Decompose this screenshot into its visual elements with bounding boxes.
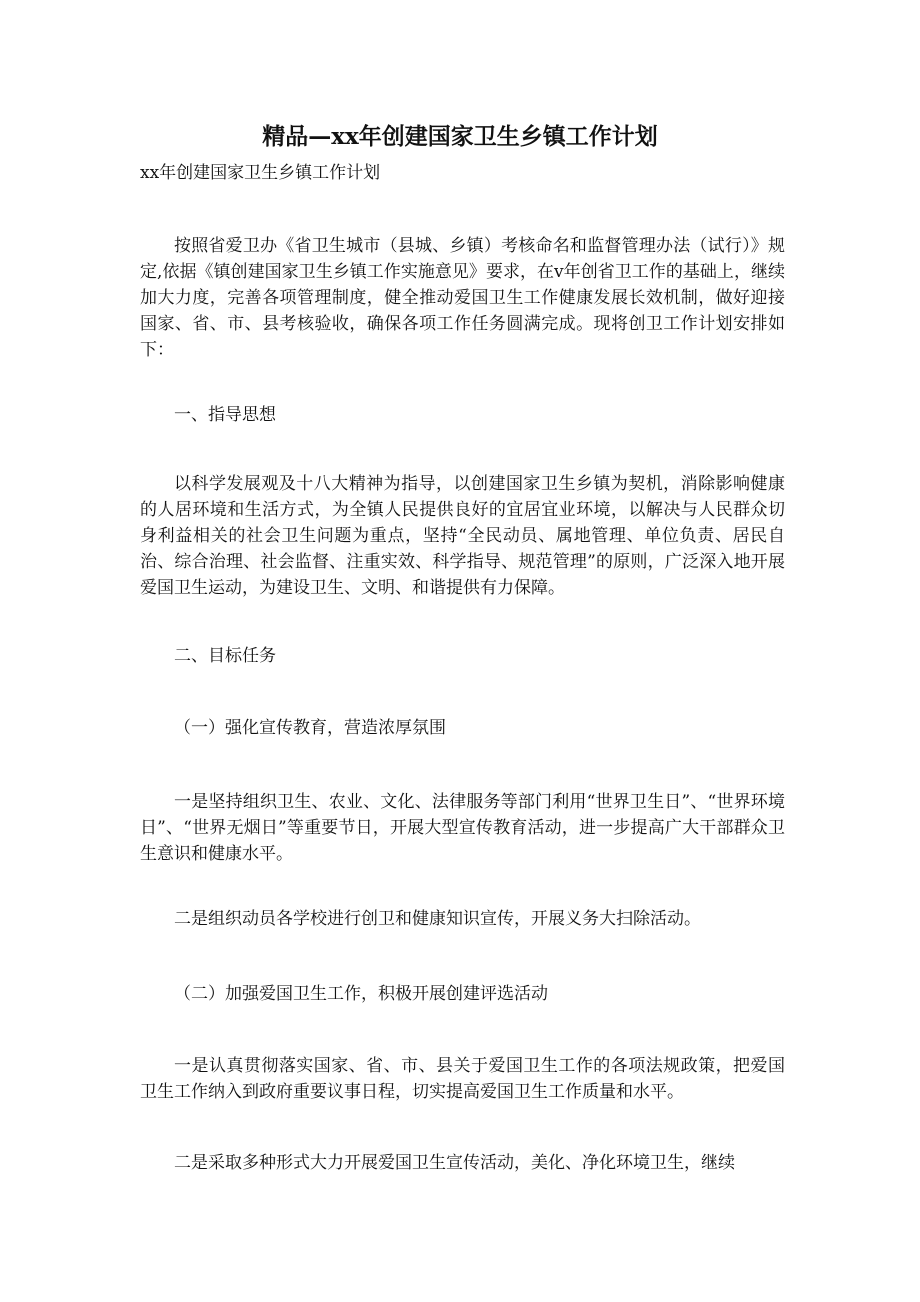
publicity-item-1: 一是坚持组织卫生、农业、文化、法律服务等部门利用“世界卫生日”、“世界环境日”、“世界无烟日”等重要节日，开展大型宣传教育活动，进一步提高广大干部群众卫生意识和健康水平。 — [140, 792, 785, 864]
document-title: 精品—xx年创建国家卫生乡镇工作计划 — [262, 123, 658, 150]
guiding-thought-paragraph: 以科学发展观及十八大精神为指导，以创建国家卫生乡镇为契机，消除影响健康的人居环境和生活方式，为全镇人民提供良好的宜居宜业环境，以解决与人民群众切身利益相关的社会卫生问题为重点，坚持“全民动员、属地管理、单位负责、居民自治、综合治理、社会监督、注重实效、科学指导、规范管理”的原则，广泛深入地开展爱国卫生运动，为建设卫生、文明、和谐提供有力保障。 — [140, 474, 785, 598]
publicity-item-2: 二是组织动员各学校进行创卫和健康知识宣传，开展义务大扫除活动。 — [174, 909, 701, 929]
patriotic-health-item-2: 二是采取多种形式大力开展爱国卫生宣传活动，美化、净化环境卫生，继续 — [174, 1153, 735, 1173]
subsection-heading-patriotic-health: （二）加强爱国卫生工作，积极开展创建评选活动 — [174, 984, 548, 1004]
section-heading-goals: 二、目标任务 — [174, 646, 276, 666]
patriotic-health-item-1: 一是认真贯彻落实国家、省、市、县关于爱国卫生工作的各项法规政策，把爱国卫生工作纳入到政府重要议事日程，切实提高爱国卫生工作质量和水平。 — [140, 1056, 785, 1102]
section-heading-guiding-thought: 一、指导思想 — [174, 405, 276, 425]
intro-paragraph: 按照省爱卫办《省卫生城市（县城、乡镇）考核命名和监督管理办法（试行）》规定,依据《镇创建国家卫生乡镇工作实施意见》要求，在v年创省卫工作的基础上，继续加大力度，完善各项管理制度，健全推动爱国卫生工作健康发展长效机制，做好迎接国家、省、市、县考核验收，确保各项工作任务圆满完成。现将创卫工作计划安排如下： — [140, 236, 785, 360]
document-subtitle: xx年创建国家卫生乡镇工作计划 — [140, 163, 381, 183]
subsection-heading-publicity: （一）强化宣传教育，营造浓厚氛围 — [174, 718, 446, 738]
